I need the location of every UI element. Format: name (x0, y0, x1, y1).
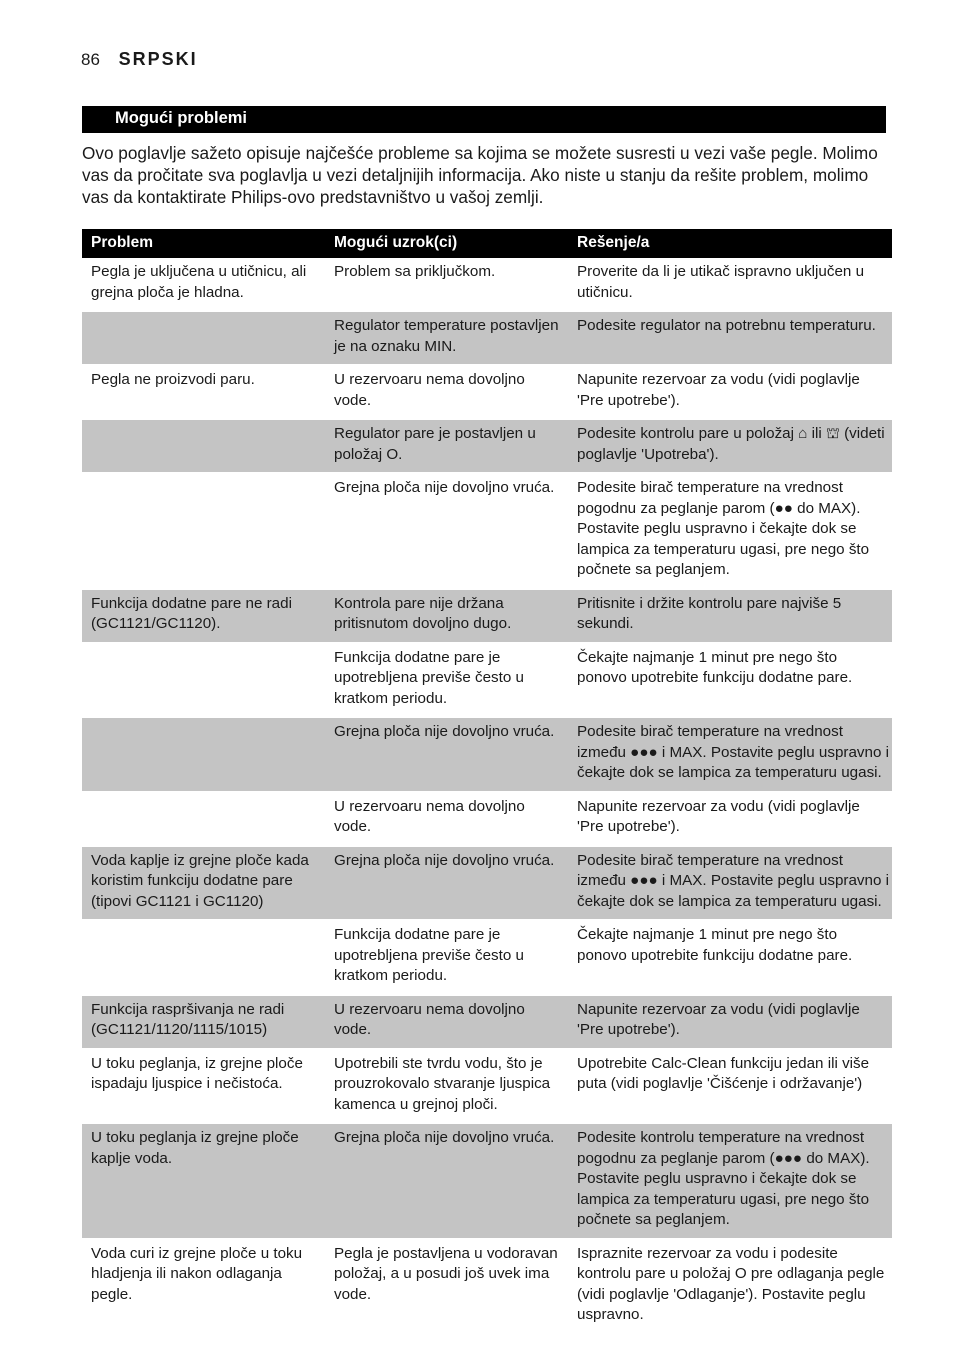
cell-solution: Podesite kontrolu pare u položaj ⌂ ili ⛫ (videti poglavlje 'Upotreba'). (568, 419, 892, 473)
cell-cause: U rezervoaru nema dovoljno vode. (325, 995, 568, 1049)
table-row (82, 311, 892, 365)
cell-solution: Čekajte najmanje 1 minut pre nego što ponovo upotrebite funkciju dodatne pare. (577, 648, 853, 686)
section-title: Mogući problemi (82, 106, 886, 133)
troubleshooting-table (82, 229, 892, 1335)
page-header (81, 49, 198, 70)
cell-cause: Kontrola pare nije držana pritisnutom dovoljno dugo. (325, 589, 568, 643)
table-row (82, 419, 892, 473)
table-row (82, 365, 892, 419)
cell-solution: Upotrebite Calc-Clean funkciju jedan ili više puta (vidi poglavlje 'Čišćenje i održavanje') (577, 1054, 870, 1092)
cell-solution: Pritisnite i držite kontrolu pare najviše 5 sekundi. (568, 589, 892, 643)
table-row (82, 473, 892, 589)
table-row (82, 846, 892, 921)
cell-problem: Funkcija raspršivanja ne radi (GC1121/1120/1115/1015) (82, 995, 325, 1049)
cell-solution: Čekajte najmanje 1 minut pre nego što ponovo upotrebite funkciju dodatne pare. (577, 926, 853, 964)
cell-cause: Problem sa priključkom. (334, 263, 496, 280)
cell-solution: Napunite rezervoar za vodu (vidi poglavlje 'Pre upotrebe'). (577, 797, 860, 835)
cell-solution: Podesite regulator na potrebnu temperaturu. (568, 311, 892, 365)
cell-problem: U toku peglanja iz grejne ploče kaplje voda. (82, 1123, 325, 1239)
cell-solution: Ispraznite rezervoar za vodu i podesite kontrolu pare u položaj O pre odlaganja pegle (vidi poglavlje 'Odlaganje'). Postavite peglu uspravno. (577, 1244, 885, 1323)
cell-cause: Upotrebili ste tvrdu vodu, što je prouzrokovalo stvaranje ljuspica kamenca u grejnoj ploči. (334, 1054, 551, 1113)
cell-cause: U rezervoaru nema dovoljno vode. (334, 797, 525, 835)
cell-problem: Voda curi iz grejne ploče u toku hladjenja ili nakon odlaganja pegle. (91, 1244, 303, 1303)
table-row (82, 258, 892, 311)
cell-problem: Funkcija dodatne pare ne radi (GC1121/GC1120). (82, 589, 325, 643)
cell-cause: Regulator pare je postavljen u položaj O. (325, 419, 568, 473)
cell-problem (82, 792, 325, 846)
cell-problem (82, 473, 325, 589)
cell-cause: Grejna ploča nije dovoljno vruća. (325, 1123, 568, 1239)
cell-problem (82, 717, 325, 792)
column-header-cause: Mogući uzrok(ci) (325, 229, 568, 258)
cell-problem (82, 419, 325, 473)
cell-problem: Voda kaplje iz grejne ploče kada koristim funkciju dodatne pare (tipovi GC1121 i GC1120) (82, 846, 325, 921)
cell-problem: Pegla je uključena u utičnicu, ali grejna ploča je hladna. (91, 263, 307, 301)
cell-cause: Grejna ploča nije dovoljno vruća. (325, 846, 568, 921)
cell-solution: Podesite birač temperature na vrednost između ●●● i MAX. Postavite peglu uspravno i čekajte dok se lampica za temperaturu ugasi. (568, 846, 892, 921)
table-row (82, 1239, 892, 1334)
cell-solution: Podesite birač temperature na vrednost između ●●● i MAX. Postavite peglu uspravno i čekajte dok se lampica za temperaturu ugasi. (568, 717, 892, 792)
cell-cause: U rezervoaru nema dovoljno vode. (334, 371, 525, 409)
language-label: SRPSKI (118, 49, 198, 69)
cell-cause: Pegla je postavljena u vodoravan položaj, a u posudi još uvek ima vode. (334, 1244, 558, 1303)
cell-cause: Grejna ploča nije dovoljno vruća. (334, 479, 555, 496)
cell-problem (82, 643, 325, 718)
intro-paragraph: Ovo poglavlje sažeto opisuje najčešće probleme sa kojima se možete susresti u vezi vaše pegle. Molimo vas da pročitate sva poglavlja u vezi detaljnijih informacija. Ako niste u stanju da rešite problem, molimo vas da kontaktirate Philips-ovo predstavništvo u vašoj zemlji. (82, 143, 878, 207)
table-row (82, 717, 892, 792)
cell-cause: Funkcija dodatne pare je upotrebljena previše često u kratkom periodu. (334, 648, 524, 707)
table-row (82, 643, 892, 718)
cell-solution: Proverite da li je utikač ispravno uključen u utičnicu. (577, 263, 865, 301)
table-row (82, 589, 892, 643)
table-row (82, 995, 892, 1049)
page-number: 86 (81, 50, 100, 69)
cell-problem (82, 311, 325, 365)
cell-problem: U toku peglanja, iz grejne ploče ispadaju ljuspice i nečistoća. (91, 1054, 303, 1092)
cell-cause: Funkcija dodatne pare je upotrebljena previše često u kratkom periodu. (334, 926, 524, 984)
cell-problem: Pegla ne proizvodi paru. (91, 371, 255, 388)
cell-problem (82, 920, 325, 995)
table-header-row (82, 229, 892, 258)
cell-cause: Grejna ploča nije dovoljno vruća. (325, 717, 568, 792)
table-row (82, 920, 892, 995)
table-row (82, 1049, 892, 1124)
column-header-solution: Rešenje/a (568, 229, 892, 258)
cell-solution: Podesite kontrolu temperature na vrednost pogodnu za peglanje parom (●●● do MAX). Postavite peglu uspravno i čekajte dok se lampica za temperaturu ugasi, pre nego što počnete sa peglanjem. (568, 1123, 892, 1239)
column-header-problem: Problem (82, 229, 325, 258)
table-row (82, 792, 892, 846)
cell-cause: Regulator temperature postavljen je na oznaku MIN. (325, 311, 568, 365)
table-row (82, 1123, 892, 1239)
cell-solution: Napunite rezervoar za vodu (vidi poglavlje 'Pre upotrebe'). (577, 371, 860, 409)
cell-solution: Napunite rezervoar za vodu (vidi poglavlje 'Pre upotrebe'). (568, 995, 892, 1049)
cell-solution: Podesite birač temperature na vrednost pogodnu za peglanje parom (●● do MAX). Postavite peglu uspravno i čekajte dok se lampica za temperaturu ugasi, pre nego što počnete sa peglanjem. (577, 479, 870, 578)
